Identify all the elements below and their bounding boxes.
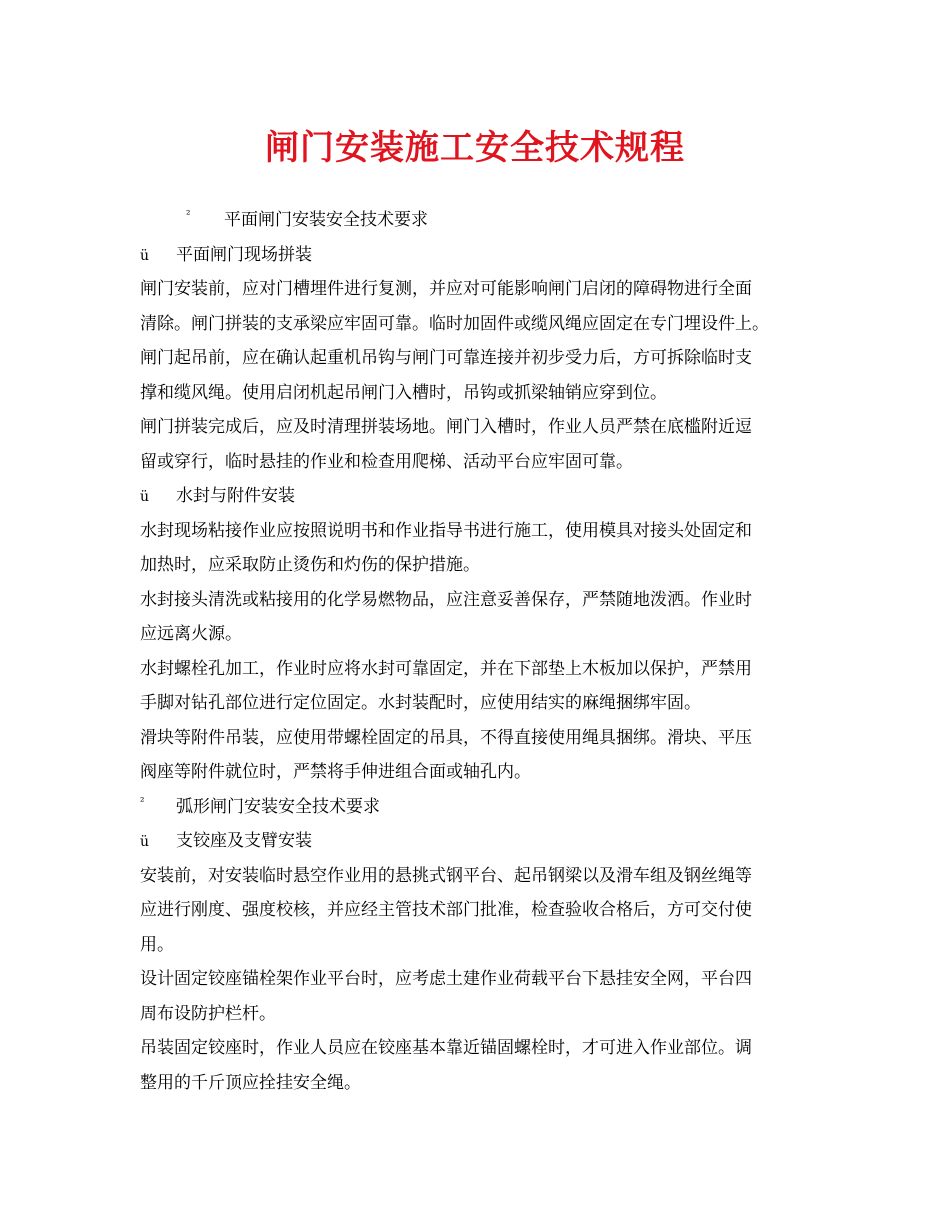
section-heading [140, 790, 820, 825]
paragraph-line: 周布设防护栏杆。 [140, 1003, 276, 1024]
paragraph-line: 闸门安装前，应对门槽埋件进行复测，并应对可能影响闸门启闭的障碍物进行全面 [140, 279, 752, 299]
checkmark-icon: ü [140, 247, 150, 264]
paragraph-line: 留或穿行，临时悬挂的作业和检查用爬梯、活动平台应牢固可靠。 [140, 451, 633, 472]
section-heading-text: 平面闸门安装安全技术要求 [224, 210, 428, 230]
paragraph-line: 设计固定铰座锚栓架作业平台时，应考虑土建作业荷载平台下悬挂安全网，平台四 [140, 969, 752, 989]
subsection-heading-text: 水封与附件安装 [176, 486, 295, 506]
checkmark-icon: ü [140, 834, 150, 850]
paragraph-line: 加热时，应采取防止烫伤和灼伤的保护措施。 [140, 555, 480, 575]
subsection-heading-text: 支铰座及支臂安装 [176, 831, 312, 851]
section-heading-text: 弧形闸门安装安全技术要求 [176, 796, 380, 817]
bullet-marker: ² [140, 794, 145, 808]
paragraph-line: 滑块等附件吊装，应使用带螺栓固定的吊具，不得直接使用绳具捆绑。滑块、平压 [140, 727, 752, 748]
paragraph-line: 应远离火源。 [140, 624, 242, 644]
checkmark-icon: ü [140, 489, 150, 505]
subsection-heading [140, 479, 820, 514]
paragraph-line: 安装前，对安装临时悬空作业用的悬挑式钢平台、起吊钢梁以及滑车组及钢丝绳等 [140, 865, 752, 886]
paragraph-line: 吊装固定铰座时，作业人员应在铰座基本靠近锚固螺栓时，才可进入作业部位。调 [140, 1038, 752, 1058]
paragraph-line: 阀座等附件就位时，严禁将手伸进组合面或轴孔内。 [140, 762, 531, 782]
paragraph-line: 水封螺栓孔加工，作业时应将水封可靠固定，并在下部垫上木板加以保护，严禁用 [140, 658, 752, 679]
paragraph-line: 手脚对钻孔部位进行定位固定。水封装配时，应使用结实的麻绳捆绑牢固。 [140, 693, 701, 713]
paragraph-line: 用。 [140, 934, 174, 955]
document-body [140, 203, 820, 1100]
section-heading [140, 203, 820, 238]
document-title: 闸门安装施工安全技术规程 [265, 128, 685, 168]
paragraph-line: 清除。闸门拼装的支承梁应牢固可靠。临时加固件或缆风绳应固定在专门埋设件上。 [140, 313, 769, 334]
bullet-marker: ² [186, 208, 191, 221]
subsection-heading-text: 平面闸门现场拼装 [176, 244, 312, 265]
subsection-heading [140, 238, 820, 273]
paragraph-line: 水封现场粘接作业应按照说明书和作业指导书进行施工，使用模具对接头处固定和 [140, 520, 752, 541]
paragraph-line: 闸门起吊前，应在确认起重机吊钩与闸门可靠连接并初步受力后，方可拆除临时支 [140, 348, 752, 368]
paragraph-line: 撑和缆风绳。使用启闭机起吊闸门入槽时，吊钩或抓梁轴销应穿到位。 [140, 382, 667, 403]
paragraph-line: 水封接头清洗或粘接用的化学易燃物品，应注意妥善保存，严禁随地泼洒。作业时 [140, 589, 752, 610]
paragraph-line: 应进行刚度、强度校核，并应经主管技术部门批准，检查验收合格后，方可交付使 [140, 900, 752, 920]
paragraph-line: 整用的千斤顶应拴挂安全绳。 [140, 1072, 361, 1093]
paragraph-line: 闸门拼装完成后，应及时清理拼装场地。闸门入槽时，作业人员严禁在底槛附近逗 [140, 417, 752, 437]
subsection-heading [140, 824, 820, 859]
